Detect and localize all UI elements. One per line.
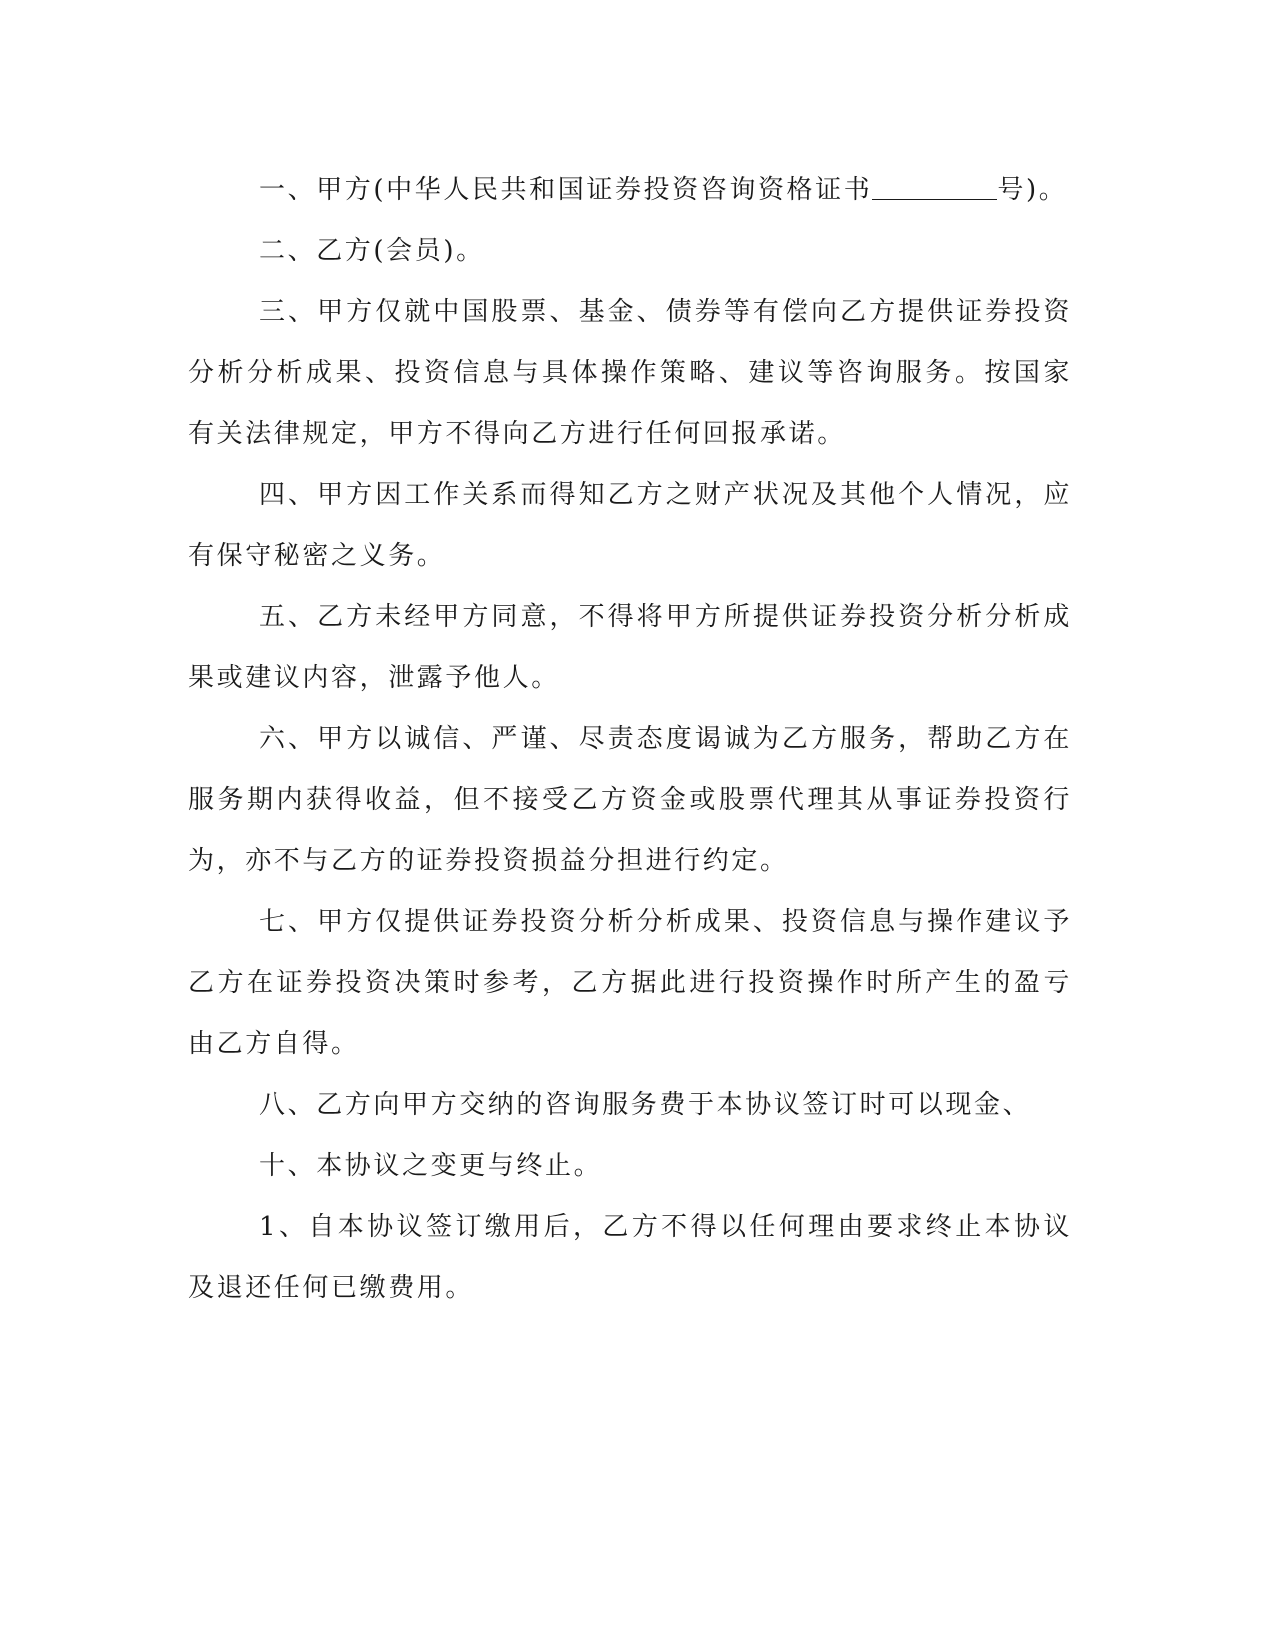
paragraph-5: 五、乙方未经甲方同意，不得将甲方所提供证券投资分析分析成果或建议内容，泄露予他人。 bbox=[188, 602, 1072, 693]
document-body bbox=[188, 160, 1072, 1319]
paragraph-2: 二、乙方(会员)。 bbox=[259, 236, 485, 266]
paragraph-7: 七、甲方仅提供证券投资分析分析成果、投资信息与操作建议予乙方在证券投资决策时参考，乙方据此进行投资操作时所产生的盈亏由乙方自得。 bbox=[188, 907, 1072, 1059]
paragraph-1-text-after-blank: 号)。 bbox=[997, 175, 1068, 205]
paragraph-8: 八、乙方向甲方交纳的咨询服务费于本协议签订时可以现金、 bbox=[259, 1090, 1032, 1120]
certificate-number-blank bbox=[872, 173, 997, 200]
paragraph-10-1: 1、自本协议签订缴用后，乙方不得以任何理由要求终止本协议及退还任何已缴费用。 bbox=[188, 1212, 1072, 1303]
paragraph-1 bbox=[188, 160, 1072, 221]
paragraph-3: 三、甲方仅就中国股票、基金、债券等有偿向乙方提供证券投资分析分析成果、投资信息与具体操作策略、建议等咨询服务。按国家有关法律规定，甲方不得向乙方进行任何回报承诺。 bbox=[188, 297, 1072, 449]
paragraph-4: 四、甲方因工作关系而得知乙方之财产状况及其他个人情况，应有保守秘密之义务。 bbox=[188, 480, 1072, 571]
paragraph-10: 十、本协议之变更与终止。 bbox=[259, 1151, 603, 1181]
paragraph-1-text-before-blank: 一、甲方(中华人民共和国证券投资咨询资格证书 bbox=[259, 175, 873, 205]
paragraph-6: 六、甲方以诚信、严谨、尽责态度谒诚为乙方服务，帮助乙方在服务期内获得收益，但不接受乙方资金或股票代理其从事证券投资行为，亦不与乙方的证券投资损益分担进行约定。 bbox=[188, 724, 1072, 876]
